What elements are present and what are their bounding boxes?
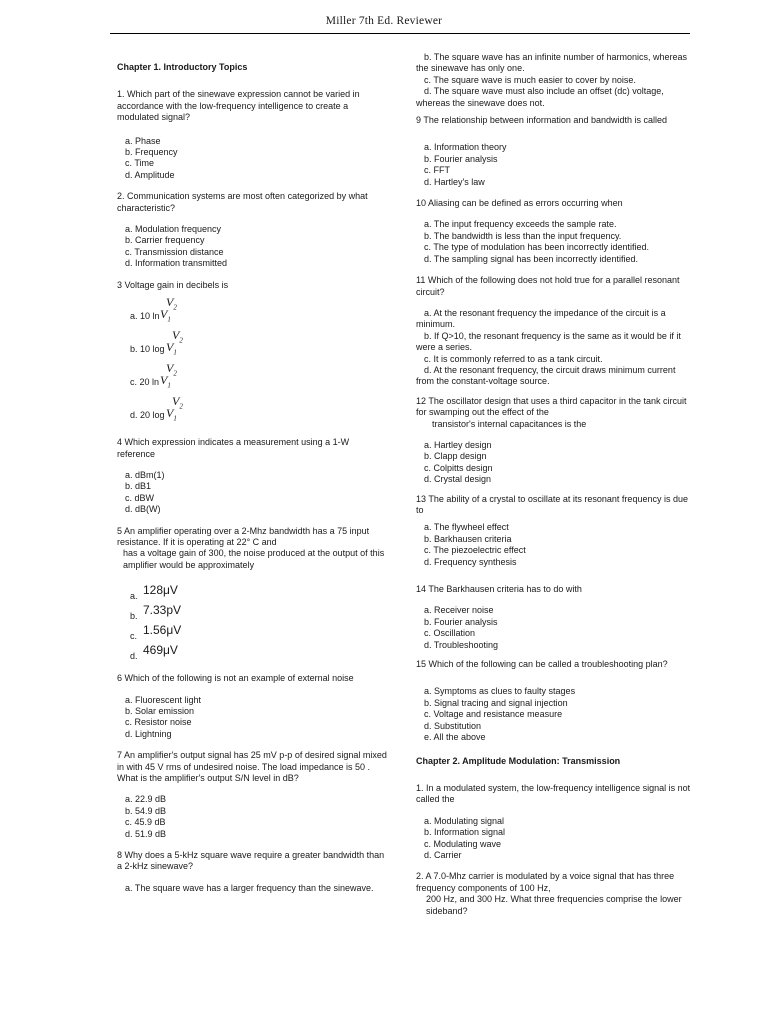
option: b. Carrier frequency bbox=[125, 235, 205, 246]
option: c. Voltage and resistance measure bbox=[424, 709, 563, 720]
header-divider bbox=[110, 33, 690, 34]
chapter-2-heading: Chapter 2. Amplitude Modulation: Transmission bbox=[416, 755, 621, 766]
option: a. dBm(1) bbox=[125, 469, 165, 480]
option: c. Resistor noise bbox=[125, 717, 192, 728]
question-6: 6 Which of the following is not an example of external noise bbox=[117, 673, 354, 684]
chapter-1-heading: Chapter 1. Introductory Topics bbox=[117, 62, 248, 72]
question-13: 13 The ability of a crystal to oscillate at its resonant frequency is due to bbox=[416, 493, 688, 515]
option: b. Barkhausen criteria bbox=[424, 533, 512, 544]
formula-option-b: b. 10 log $V_2$ $V_1$ bbox=[130, 328, 183, 357]
option-value: 469μV bbox=[143, 643, 178, 658]
option: b. If Q>10, the resonant frequency is the same as it would be if it were a series. bbox=[416, 330, 681, 353]
question-5-options bbox=[117, 585, 387, 665]
option-label: b. bbox=[130, 611, 138, 622]
option: c. Transmission distance bbox=[125, 246, 224, 257]
option: c. 45.9 dB bbox=[125, 817, 166, 828]
option: c. dBW bbox=[125, 492, 155, 503]
option: d. Carrier bbox=[424, 849, 462, 860]
option: d. Troubleshooting bbox=[424, 639, 499, 650]
option: d. Hartley's law bbox=[424, 176, 485, 187]
option: b. Information signal bbox=[424, 827, 506, 838]
option: a. The flywheel effect bbox=[424, 522, 509, 533]
right-column bbox=[416, 52, 694, 917]
question-8-option-b: b. The square wave has an infinite number of harmonics, whereas the sinewave has only one. bbox=[416, 52, 687, 74]
option: a. Symptoms as clues to faulty stages bbox=[424, 686, 576, 697]
option: d. 51.9 dB bbox=[125, 828, 167, 839]
question-8-option-a: a. The square wave has a larger frequency than the sinewave. bbox=[125, 882, 374, 893]
option: b. Solar emission bbox=[125, 705, 195, 716]
option: b. The bandwidth is less than the input frequency. bbox=[424, 230, 622, 241]
option: c. The type of modulation has been incorrectly identified. bbox=[424, 242, 649, 253]
question-2: 2. Communication systems are most often categorized by what characteristic? bbox=[117, 191, 368, 213]
option-value: 128μV bbox=[143, 583, 178, 598]
question-11: 11 Which of the following does not hold true for a parallel resonant circuit? bbox=[416, 275, 680, 297]
option bbox=[117, 605, 387, 625]
page-header-title: Miller 7th Ed. Reviewer bbox=[325, 15, 443, 27]
question-15-options bbox=[416, 686, 694, 743]
question-9: 9 The relationship between information and bandwidth is called bbox=[416, 115, 667, 126]
chapter-2-question-1-options bbox=[416, 816, 694, 862]
question-5: 5 An amplifier operating over a 2-Mhz bandwidth has a 75 input resistance. If it is operating at 22° C and bbox=[117, 525, 370, 547]
option: e. All the above bbox=[424, 732, 486, 743]
question-8-option-c: c. The square wave is much easier to cover by noise. bbox=[424, 74, 636, 85]
option-value: 7.33pV bbox=[143, 603, 182, 618]
option: a. Modulation frequency bbox=[125, 224, 222, 235]
option-label: d. 20 log bbox=[130, 410, 165, 421]
option bbox=[117, 625, 387, 645]
option: d. Amplitude bbox=[125, 169, 175, 180]
question-4-options bbox=[117, 470, 387, 516]
option: b. 54.9 dB bbox=[125, 805, 167, 816]
question-12: 12 The oscillator design that uses a third capacitor in the tank circuit for swamping out the effect of the bbox=[416, 395, 687, 418]
option: b. Fourier analysis bbox=[424, 616, 498, 627]
option: b. Fourier analysis bbox=[424, 153, 498, 164]
question-6-options bbox=[117, 695, 387, 741]
option-value: 1.56μV bbox=[143, 623, 182, 638]
formula-option-a: a. 10 ln $V_2$ $V_1$ bbox=[130, 295, 177, 324]
option: d. dB(W) bbox=[125, 504, 161, 515]
option: b. Frequency bbox=[125, 147, 178, 158]
chapter-2-question-2-cont: 200 Hz, and 300 Hz. What three frequencies comprise the lower sideband? bbox=[426, 894, 682, 916]
formula-option-d: d. 20 log $V_2$ $V_1$ bbox=[130, 394, 183, 423]
option: a. Modulating signal bbox=[424, 815, 505, 826]
chapter-2-question-1: 1. In a modulated system, the low-frequency intelligence signal is not called the bbox=[416, 782, 691, 805]
question-7: 7 An amplifier's output signal has 25 mV p-p of desired signal mixed in with 45 V rms of undesired noise. The load impedance is 50 . What is the amplifier's output S/N level in dB? bbox=[117, 750, 387, 783]
option: c. The piezoelectric effect bbox=[424, 545, 526, 556]
option: c. Oscillation bbox=[424, 628, 476, 639]
question-14: 14 The Barkhausen criteria has to do with bbox=[416, 584, 582, 595]
option: a. Information theory bbox=[424, 142, 507, 153]
option: a. The input frequency exceeds the sample rate. bbox=[424, 219, 617, 230]
option-label: c. 20 ln bbox=[130, 377, 160, 388]
option: d. Frequency synthesis bbox=[424, 556, 517, 567]
left-column bbox=[117, 62, 387, 894]
option: d. At the resonant frequency, the circuit draws minimum current from the constant-voltage source. bbox=[416, 364, 676, 387]
question-8-option-d: d. The square wave must also include an offset (dc) voltage, whereas the sinewave does not. bbox=[416, 86, 664, 108]
option: d. Substitution bbox=[424, 720, 482, 731]
option: b. dB1 bbox=[125, 481, 152, 492]
question-3-options bbox=[117, 297, 387, 429]
question-4: 4 Which expression indicates a measurement using a 1-W reference bbox=[117, 437, 350, 459]
question-10: 10 Aliasing can be defined as errors occurring when bbox=[416, 198, 623, 209]
option-label: d. bbox=[130, 651, 138, 662]
option: a. Receiver noise bbox=[424, 605, 494, 616]
question-8: 8 Why does a 5-kHz square wave require a greater bandwidth than a 2-kHz sinewave? bbox=[117, 850, 385, 872]
option-label: a. bbox=[130, 591, 138, 602]
option: a. At the resonant frequency the impedance of the circuit is a minimum. bbox=[416, 307, 666, 330]
question-1-options bbox=[117, 136, 387, 182]
option: a. Fluorescent light bbox=[125, 694, 202, 705]
question-3: 3 Voltage gain in decibels is bbox=[117, 279, 229, 290]
chapter-2-question-2: 2. A 7.0-Mhz carrier is modulated by a voice signal that has three frequency components of 100 Hz, bbox=[416, 871, 675, 893]
option: c. Colpitts design bbox=[424, 462, 493, 473]
question-7-options bbox=[117, 794, 387, 840]
option: b. Signal tracing and signal injection bbox=[424, 697, 568, 708]
question-1: 1. Which part of the sinewave expression cannot be varied in accordance with the low-frequency intelligence to create a modulated signal? bbox=[117, 89, 360, 123]
question-9-options bbox=[416, 142, 694, 188]
question-12-cont: transistor's internal capacitances is the bbox=[432, 418, 587, 429]
option: c. It is commonly referred to as a tank circuit. bbox=[424, 353, 603, 364]
option: d. The sampling signal has been incorrectly identified. bbox=[424, 253, 638, 264]
question-5-cont: has a voltage gain of 300, the noise produced at the output of this amplifier would be approximately bbox=[123, 548, 385, 570]
question-13-options bbox=[416, 522, 694, 568]
option: d. Lightning bbox=[125, 728, 172, 739]
option: c. Modulating wave bbox=[424, 838, 502, 849]
option: a. Hartley design bbox=[424, 439, 492, 450]
option-label: b. 10 log bbox=[130, 344, 165, 355]
option: d. Crystal design bbox=[424, 474, 492, 485]
question-12-options bbox=[416, 440, 694, 486]
question-10-options bbox=[416, 219, 694, 265]
question-14-options bbox=[416, 605, 694, 651]
option: a. 22.9 dB bbox=[125, 794, 167, 805]
option: c. Time bbox=[125, 158, 155, 169]
formula-option-c: c. 20 ln $V_2$ $V_1$ bbox=[130, 361, 177, 390]
option: b. Clapp design bbox=[424, 451, 487, 462]
option: a. Phase bbox=[125, 135, 161, 146]
question-15: 15 Which of the following can be called a troubleshooting plan? bbox=[416, 659, 668, 670]
option: c. FFT bbox=[424, 165, 450, 176]
option-label: c. bbox=[130, 631, 138, 642]
option-label: a. 10 ln bbox=[130, 311, 160, 322]
option: d. Information transmitted bbox=[125, 258, 228, 269]
option bbox=[117, 585, 387, 605]
question-2-options bbox=[117, 224, 387, 270]
option bbox=[117, 645, 387, 665]
